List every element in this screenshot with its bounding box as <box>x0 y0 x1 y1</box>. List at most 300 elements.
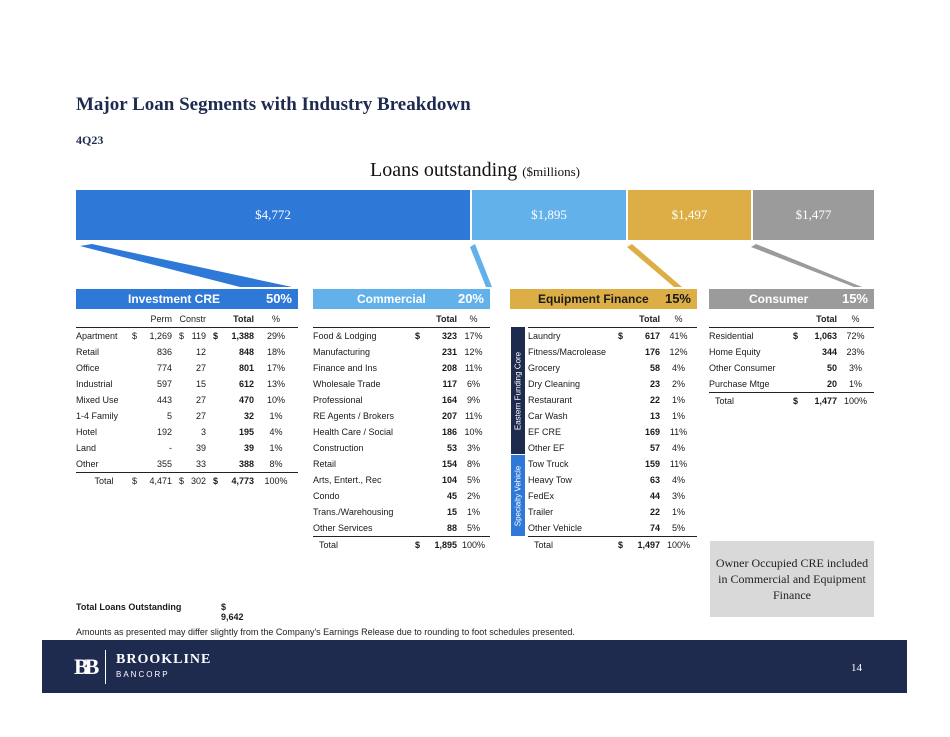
table-row <box>528 344 697 360</box>
col-header-percent: % <box>660 310 697 328</box>
table-row <box>76 360 298 376</box>
row-label: Industrial <box>76 379 113 389</box>
currency-symbol <box>172 456 184 473</box>
row-label: Purchase Mtge <box>709 379 770 389</box>
currency-symbol <box>415 488 425 504</box>
total-value: 195 <box>238 427 254 437</box>
col-header-total: Total <box>618 310 660 328</box>
constr-value: 27 <box>195 395 206 405</box>
percent-value: 1% <box>671 395 685 405</box>
total-value: 344 <box>821 347 837 357</box>
row-label: Professional <box>313 395 363 405</box>
row-label: Total <box>76 473 132 490</box>
total-value: 848 <box>238 347 254 357</box>
percent-value: 4% <box>671 443 685 453</box>
panel-header-equipment-finance <box>510 289 697 309</box>
row-label: Arts, Entert., Rec <box>313 475 382 485</box>
percent-value: 9% <box>466 395 480 405</box>
connector-commercial <box>470 244 492 287</box>
table-row <box>76 456 298 473</box>
table-row <box>76 440 298 456</box>
currency-symbol <box>206 456 218 473</box>
group-label-eastern-funding-core <box>511 327 525 454</box>
loans-outstanding-label: Loans outstanding <box>370 159 518 181</box>
percent-value: 6% <box>466 379 480 389</box>
percent-value: 12% <box>669 347 688 357</box>
constr-value: 33 <box>195 459 206 469</box>
row-label: 1-4 Family <box>76 411 119 421</box>
percent-value: 8% <box>466 459 480 469</box>
currency-symbol <box>618 376 628 392</box>
col-header-percent: % <box>457 310 490 328</box>
currency-symbol <box>172 376 184 392</box>
currency-symbol: $ <box>178 331 184 341</box>
row-label: Finance and Ins <box>313 363 378 373</box>
total-value: 63 <box>649 475 660 485</box>
total-value: 45 <box>446 491 457 501</box>
total-value: 58 <box>649 363 660 373</box>
table-total-row <box>528 537 697 554</box>
currency-symbol <box>132 456 142 473</box>
table-row <box>313 424 490 440</box>
currency-symbol: $ <box>415 537 425 554</box>
table-row <box>709 344 874 360</box>
currency-symbol: $ <box>132 331 138 341</box>
table-row <box>528 408 697 424</box>
row-label: Fitness/Macrolease <box>528 347 607 357</box>
table-row <box>313 440 490 456</box>
currency-symbol <box>132 360 142 376</box>
currency-symbol <box>415 408 425 424</box>
row-label: Retail <box>76 347 100 357</box>
currency-symbol <box>618 520 628 537</box>
group-label-specialty-vehicle <box>511 455 525 536</box>
col-header-total: Total <box>415 310 457 328</box>
connector-equipment-finance <box>627 244 682 287</box>
total-value: 117 <box>442 379 457 389</box>
total-value: 57 <box>649 443 660 453</box>
currency-symbol <box>618 488 628 504</box>
total-value: 4,773 <box>218 473 254 490</box>
total-value: 44 <box>649 491 660 501</box>
percent-value: 18% <box>266 347 285 357</box>
row-label: FedEx <box>528 491 555 501</box>
percent-value: 11% <box>464 411 483 421</box>
panel-header-commercial <box>313 289 490 309</box>
table-row <box>528 472 697 488</box>
currency-symbol <box>132 440 142 456</box>
brand-subname: BANCORP <box>116 670 170 679</box>
total-value: 323 <box>441 331 457 341</box>
percent-value: 13% <box>266 379 285 389</box>
currency-symbol <box>206 408 218 424</box>
currency-symbol <box>415 472 425 488</box>
currency-symbol <box>618 344 628 360</box>
table-total-row <box>313 537 490 554</box>
table-row <box>76 328 298 345</box>
constr-value: 27 <box>195 363 206 373</box>
row-label: Hotel <box>76 427 98 437</box>
currency-symbol <box>206 440 218 456</box>
consumer-table <box>709 310 874 409</box>
percent-value: 11% <box>669 427 688 437</box>
currency-symbol <box>618 360 628 376</box>
table-row <box>528 520 697 537</box>
currency-symbol: $ <box>212 331 218 341</box>
table-row <box>76 392 298 408</box>
total-value: 186 <box>441 427 457 437</box>
percent-value: 23% <box>846 347 865 357</box>
col-header-percent: % <box>254 310 298 328</box>
percent-value: 4% <box>671 475 685 485</box>
currency-symbol <box>793 376 803 393</box>
panel-percent: 50% <box>265 291 292 306</box>
table-total-row <box>76 473 298 490</box>
footer-bar <box>42 640 907 693</box>
constr-value: 119 <box>191 331 206 341</box>
currency-symbol <box>132 408 142 424</box>
currency-symbol <box>618 472 628 488</box>
currency-symbol <box>132 344 142 360</box>
table-header-row <box>313 310 490 328</box>
currency-symbol <box>618 392 628 408</box>
perm-value: 1,269 <box>149 331 172 341</box>
perm-value: - <box>169 443 172 453</box>
percent-value: 1% <box>671 507 685 517</box>
table-row <box>76 344 298 360</box>
total-value: 32 <box>243 411 254 421</box>
currency-symbol <box>172 408 184 424</box>
percent-value: 100% <box>837 393 874 410</box>
total-value: 207 <box>441 411 457 421</box>
total-value: 617 <box>644 331 660 341</box>
total-value: 1,063 <box>814 331 837 341</box>
table-row <box>313 504 490 520</box>
table-row <box>709 328 874 345</box>
percent-value: 2% <box>466 491 480 501</box>
percent-value: 100% <box>660 537 697 554</box>
row-label: Total <box>709 393 793 410</box>
currency-symbol: $ <box>415 331 421 341</box>
table-row <box>313 344 490 360</box>
currency-symbol <box>415 424 425 440</box>
total-loans-value: $ 9,642 <box>221 602 244 622</box>
owner-occupied-note: Owner Occupied CRE included in Commercial and Equipment Finance <box>710 541 874 617</box>
currency-symbol: $ <box>172 473 184 490</box>
row-label: Car Wash <box>528 411 568 421</box>
currency-symbol: $ <box>618 537 628 554</box>
table-row <box>313 456 490 472</box>
row-label: Retail <box>313 459 337 469</box>
col-header-percent: % <box>837 310 874 328</box>
currency-symbol <box>415 520 425 537</box>
perm-value: 836 <box>156 347 172 357</box>
row-label: Other Consumer <box>709 363 776 373</box>
total-value: 22 <box>649 507 660 517</box>
currency-symbol: $ <box>618 331 624 341</box>
table-row <box>313 328 490 345</box>
currency-symbol: $ <box>132 473 142 490</box>
currency-symbol: $ <box>206 473 218 490</box>
currency-symbol <box>415 344 425 360</box>
bar-segment-label: $4,772 <box>255 207 291 222</box>
percent-value: 11% <box>669 459 688 469</box>
percent-value: 1% <box>671 411 685 421</box>
table-row <box>313 488 490 504</box>
loans-outstanding-unit: ($millions) <box>522 164 580 179</box>
total-value: 388 <box>238 459 254 469</box>
table-row <box>76 376 298 392</box>
total-value: 20 <box>826 379 837 389</box>
group-label-text: Eastern Funding Core <box>513 351 523 430</box>
total-value: 23 <box>649 379 660 389</box>
currency-symbol <box>206 392 218 408</box>
row-label: Total <box>528 537 618 554</box>
row-label: Food & Lodging <box>313 331 377 341</box>
percent-value: 17% <box>266 363 285 373</box>
investment-cre-table <box>76 310 298 489</box>
panel-name: Commercial <box>357 292 426 306</box>
perm-value: 355 <box>156 459 172 469</box>
total-value: 50 <box>826 363 837 373</box>
constr-value: 27 <box>195 411 206 421</box>
total-value: 13 <box>649 411 660 421</box>
table-row <box>528 504 697 520</box>
percent-value: 1% <box>269 443 283 453</box>
group-label-text: Specialty Vehicle <box>513 465 523 526</box>
constr-value: 15 <box>195 379 206 389</box>
currency-symbol <box>415 504 425 520</box>
percent-value: 4% <box>269 427 283 437</box>
row-label: Office <box>76 363 100 373</box>
total-value: 164 <box>441 395 457 405</box>
percent-value: 3% <box>671 491 685 501</box>
row-label: Trailer <box>528 507 554 517</box>
table-row <box>528 376 697 392</box>
total-value: 470 <box>238 395 254 405</box>
total-value: 104 <box>441 475 457 485</box>
total-value: 154 <box>441 459 457 469</box>
total-value: 208 <box>441 363 457 373</box>
currency-symbol <box>132 424 142 440</box>
row-label: Health Care / Social <box>313 427 394 437</box>
row-label: Home Equity <box>709 347 761 357</box>
percent-value: 1% <box>269 411 283 421</box>
percent-value: 12% <box>464 347 483 357</box>
currency-symbol <box>415 360 425 376</box>
currency-symbol <box>618 504 628 520</box>
row-label: Construction <box>313 443 364 453</box>
currency-symbol <box>618 424 628 440</box>
row-label: RE Agents / Brokers <box>313 411 395 421</box>
total-value: 612 <box>238 379 254 389</box>
constr-value: 3 <box>200 427 206 437</box>
currency-symbol <box>132 392 142 408</box>
row-label: Other Vehicle <box>528 523 583 533</box>
col-header-total: Total <box>793 310 837 328</box>
page-title: Major Loan Segments with Industry Breakdown <box>76 94 471 115</box>
bar-segment-label: $1,895 <box>531 207 567 222</box>
currency-symbol <box>172 424 184 440</box>
currency-symbol <box>132 376 142 392</box>
currency-symbol <box>172 360 184 376</box>
table-header-row <box>528 310 697 328</box>
perm-value: 4,471 <box>142 473 172 490</box>
bar-segment-label: $1,477 <box>795 207 832 222</box>
row-label: EF CRE <box>528 427 562 437</box>
currency-symbol <box>793 344 803 360</box>
currency-symbol <box>618 408 628 424</box>
table-row <box>528 328 697 345</box>
table-row <box>528 392 697 408</box>
table-row <box>313 472 490 488</box>
currency-symbol <box>206 344 218 360</box>
row-label: Residential <box>709 331 754 341</box>
total-value: 22 <box>649 395 660 405</box>
logo-mark: BB <box>74 654 96 679</box>
table-total-row <box>709 393 874 410</box>
row-label: Land <box>76 443 97 453</box>
row-label: Trans./Warehousing <box>313 507 394 517</box>
row-label: Apartment <box>76 331 118 341</box>
currency-symbol <box>618 456 628 472</box>
constr-value: 12 <box>195 347 206 357</box>
row-label: Mixed Use <box>76 395 119 405</box>
total-value: 1,497 <box>628 537 660 554</box>
currency-symbol <box>206 360 218 376</box>
perm-value: 443 <box>156 395 172 405</box>
currency-symbol <box>172 344 184 360</box>
table-row <box>528 424 697 440</box>
col-header-perm: Perm <box>132 310 172 328</box>
table-header-row <box>76 310 298 328</box>
total-loans-label: Total Loans Outstanding <box>76 602 182 612</box>
percent-value: 5% <box>671 523 685 533</box>
row-label: Heavy Tow <box>528 475 572 485</box>
perm-value: 597 <box>156 379 172 389</box>
logo-divider <box>105 650 106 684</box>
currency-symbol: $ <box>793 393 803 410</box>
total-value: 74 <box>649 523 660 533</box>
table-row <box>76 424 298 440</box>
percent-value: 5% <box>466 523 480 533</box>
equipment-finance-table <box>528 310 697 553</box>
table-row <box>528 456 697 472</box>
panel-percent: 15% <box>664 291 691 306</box>
perm-value: 192 <box>156 427 172 437</box>
table-row <box>313 408 490 424</box>
percent-value: 72% <box>846 331 865 341</box>
row-label: Laundry <box>528 331 561 341</box>
percent-value: 11% <box>464 363 483 373</box>
total-value: 39 <box>243 443 254 453</box>
total-value: 15 <box>446 507 457 517</box>
total-value: 169 <box>644 427 660 437</box>
row-label: Condo <box>313 491 340 501</box>
currency-symbol <box>415 376 425 392</box>
total-value: 231 <box>441 347 457 357</box>
currency-symbol <box>206 376 218 392</box>
total-value: 53 <box>446 443 457 453</box>
footnote: Amounts as presented may differ slightly from the Company's Earnings Release due to rounding to foot schedules presented. <box>76 627 575 637</box>
percent-value: 8% <box>269 459 283 469</box>
table-header-row <box>709 310 874 328</box>
page-number: 14 <box>851 662 862 674</box>
constr-value: 39 <box>195 443 206 453</box>
panel-percent: 20% <box>457 291 484 306</box>
table-row <box>313 360 490 376</box>
row-label: Total <box>313 537 415 554</box>
total-value: 159 <box>644 459 660 469</box>
table-row <box>528 360 697 376</box>
row-label: Wholesale Trade <box>313 379 381 389</box>
connector-investment-cre <box>80 244 292 287</box>
currency-symbol <box>793 360 803 376</box>
percent-value: 29% <box>266 331 285 341</box>
panel-percent: 15% <box>841 291 868 306</box>
commercial-table <box>313 310 490 553</box>
constr-value: 302 <box>184 473 206 490</box>
connector-consumer <box>751 244 862 287</box>
row-label: Grocery <box>528 363 561 373</box>
percent-value: 1% <box>466 507 480 517</box>
segment-connectors <box>0 0 950 300</box>
bar-segment-label: $1,497 <box>671 207 708 222</box>
row-label: Tow Truck <box>528 459 569 469</box>
total-value: 88 <box>446 523 457 533</box>
panel-header-consumer <box>709 289 874 309</box>
row-label: Restaurant <box>528 395 573 405</box>
percent-value: 17% <box>464 331 483 341</box>
table-row <box>528 488 697 504</box>
table-row <box>709 360 874 376</box>
total-value: 1,388 <box>231 331 254 341</box>
table-row <box>76 408 298 424</box>
table-row <box>313 520 490 537</box>
percent-value: 10% <box>266 395 285 405</box>
currency-symbol <box>415 392 425 408</box>
currency-symbol <box>618 440 628 456</box>
currency-symbol <box>415 440 425 456</box>
total-value: 176 <box>644 347 660 357</box>
currency-symbol <box>206 424 218 440</box>
panel-header-investment-cre <box>76 289 298 309</box>
percent-value: 3% <box>466 443 480 453</box>
table-row <box>709 376 874 393</box>
brand-name: BROOKLINE <box>116 652 212 667</box>
currency-symbol <box>172 392 184 408</box>
table-row <box>313 392 490 408</box>
brookline-logo-icon <box>74 654 95 680</box>
percent-value: 5% <box>466 475 480 485</box>
percent-value: 100% <box>254 473 298 490</box>
panel-name: Equipment Finance <box>538 292 649 306</box>
period-label: 4Q23 <box>76 133 104 147</box>
row-label: Dry Cleaning <box>528 379 581 389</box>
panel-name: Consumer <box>749 292 809 306</box>
total-value: 1,895 <box>425 537 457 554</box>
panel-name: Investment CRE <box>128 292 221 306</box>
table-row <box>313 376 490 392</box>
row-label: Other <box>76 459 99 469</box>
row-label: Manufacturing <box>313 347 371 357</box>
total-value: 1,477 <box>803 393 837 410</box>
total-loans-outstanding <box>76 602 244 622</box>
col-header-constr: Constr <box>172 310 206 328</box>
row-label: Other Services <box>313 523 373 533</box>
currency-symbol <box>172 440 184 456</box>
percent-value: 4% <box>671 363 685 373</box>
